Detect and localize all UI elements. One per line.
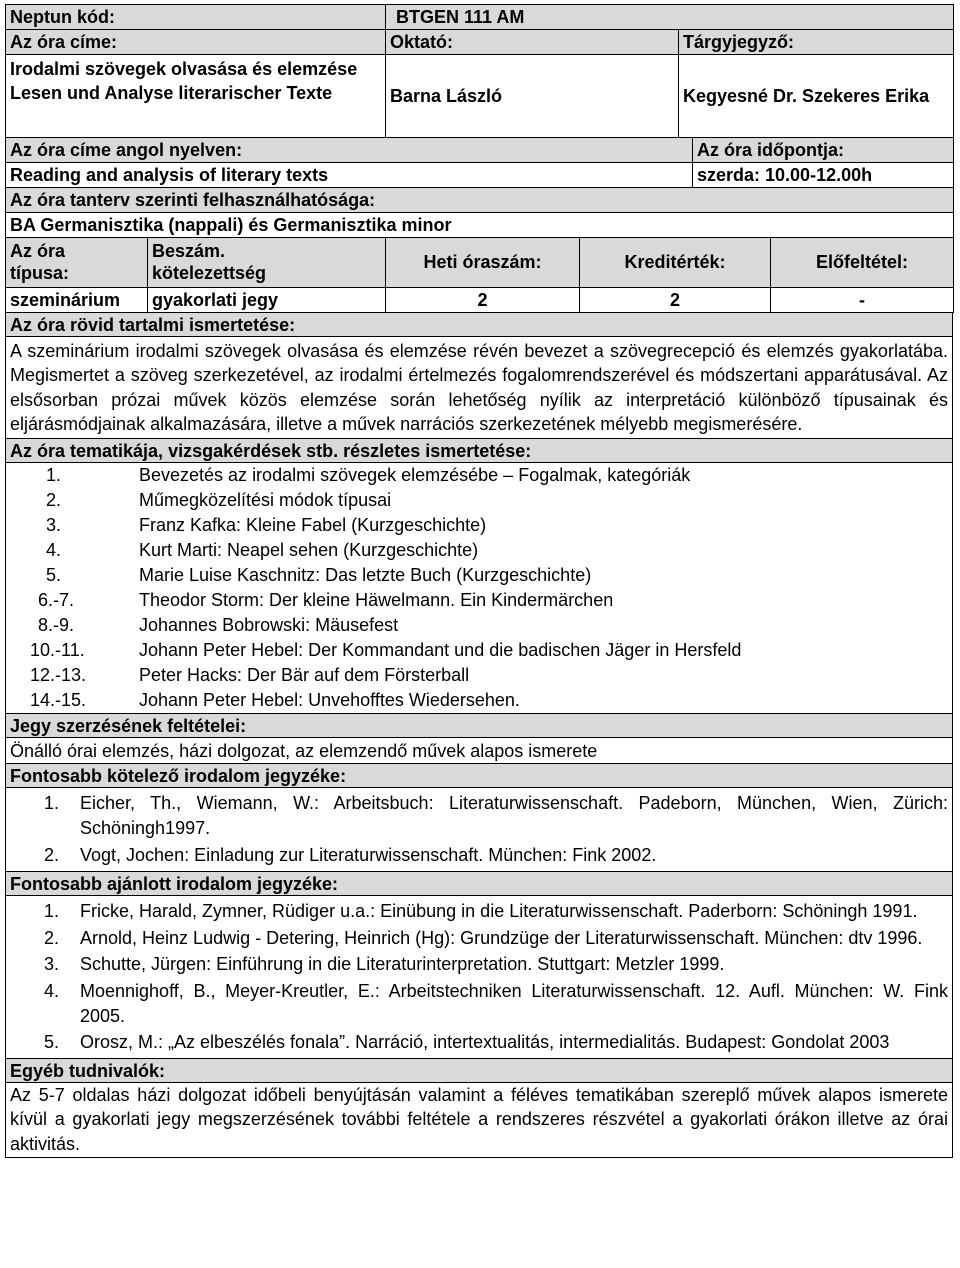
literature-number: 4. bbox=[44, 981, 60, 1002]
prerequisite-label: Előfeltétel: bbox=[771, 237, 954, 287]
literature-text: Arnold, Heinz Ludwig - Detering, Heinrich (Hg): Grundzüge der Literaturwissenschaft. München: dtv 1996. bbox=[80, 927, 923, 948]
neptun-label: Neptun kód: bbox=[6, 5, 386, 30]
recommended-lit-label: Fontosabb ajánlott irodalom jegyzéke: bbox=[5, 872, 953, 896]
literature-item bbox=[10, 791, 948, 840]
topic-item bbox=[30, 688, 952, 713]
neptun-code: BTGEN 111 AM bbox=[386, 5, 954, 30]
topic-text: Bevezetés az irodalmi szövegek elemzésébe – Fogalmak, kategóriák bbox=[139, 464, 691, 485]
topic-number: 12.-13. bbox=[30, 664, 87, 685]
usability-label: Az óra tanterv szerinti felhasználhatósága: bbox=[6, 188, 954, 213]
literature-text: Moennighoff, B., Meyer-Kreutler, E.: Arbeitstechniken Literaturwissenschaft. 12. Aufl. München: W. Fink 2005. bbox=[80, 981, 948, 1026]
literature-number: 3. bbox=[44, 954, 60, 975]
course-title-german: Lesen und Analyse literarischer Texte bbox=[10, 83, 333, 103]
recorder-name: Kegyesné Dr. Szekeres Erika bbox=[679, 55, 954, 138]
topic-text: Johann Peter Hebel: Unvehofftes Wiedersehen. bbox=[139, 689, 520, 710]
english-title-label: Az óra címe angol nyelven: bbox=[6, 138, 693, 163]
literature-text: Fricke, Harald, Zymner, Rüdiger u.a.: Einübung in die Literaturwissenschaft. Paderborn: Schöningh 1991. bbox=[80, 901, 918, 922]
topic-number: 8.-9. bbox=[38, 614, 75, 635]
literature-item bbox=[10, 979, 948, 1028]
summary-label: Az óra rövid tartalmi ismertetése: bbox=[5, 313, 953, 337]
literature-number: 1. bbox=[44, 793, 60, 814]
topic-text: Műmegközelítési módok típusai bbox=[139, 489, 392, 510]
course-title-hungarian: Irodalmi szövegek olvasása és elemzése bbox=[10, 59, 358, 79]
course-type-table bbox=[5, 237, 954, 313]
grade-label: Jegy szerzésének feltételei: bbox=[5, 714, 953, 738]
literature-item bbox=[10, 843, 948, 868]
topic-number: 5. bbox=[46, 564, 62, 585]
topic-item bbox=[30, 663, 952, 688]
topic-number: 2. bbox=[46, 489, 62, 510]
prerequisite-value: - bbox=[771, 287, 954, 312]
topics-label: Az óra tematikája, vizsgakérdések stb. részletes ismertetése: bbox=[5, 439, 953, 463]
recorder-label: Tárgyjegyző: bbox=[679, 30, 954, 55]
other-info-text: Az 5-7 oldalas házi dolgozat időbeli benyújtásán valamint a féléves tematikában szereplő művek alapos ismerete kívül a gyakorlati jegy megszerzésének további feltétele a rendszeres részvétel a gyakorlati órákon illetve az órai aktivitás. bbox=[5, 1083, 953, 1158]
course-title-value bbox=[6, 55, 386, 138]
summary-text: A szeminárium irodalmi szövegek olvasása és elemzése révén bevezet a szövegrecepció és elemzés gyakorlatába. Megismertet a szöveg szerkezetével, az irodalmi értelmezés fogalomrendszerével és módszertani apparátusával. Az elsősorban prózai művek közös elemzése során lehetőség nyílik az interpretáció különböző típusainak és eljárásmódjainak alkalmazására, illetve a művek narrációs szerkezetének mélyebb megismerésére. bbox=[5, 337, 953, 439]
topic-text: Peter Hacks: Der Bär auf dem Försterball bbox=[139, 664, 470, 685]
requirement-value: gyakorlati jegy bbox=[148, 287, 386, 312]
requirement-label: Beszám. kötelezettség bbox=[148, 237, 386, 287]
topics-list bbox=[5, 463, 953, 714]
credit-value: 2 bbox=[580, 287, 771, 312]
literature-text: Schutte, Jürgen: Einführung in die Literaturinterpretation. Stuttgart: Metzler 1999. bbox=[80, 954, 725, 975]
english-title-value: Reading and analysis of literary texts bbox=[6, 163, 693, 188]
type-value: szeminárium bbox=[6, 287, 148, 312]
literature-text: Vogt, Jochen: Einladung zur Literaturwissenschaft. München: Fink 2002. bbox=[80, 844, 657, 865]
topic-number: 14.-15. bbox=[30, 689, 87, 710]
literature-number: 2. bbox=[44, 927, 60, 948]
grade-text: Önálló órai elemzés, házi dolgozat, az elemzendő művek alapos ismerete bbox=[5, 738, 953, 765]
topic-text: Theodor Storm: Der kleine Häwelmann. Ein Kindermärchen bbox=[139, 589, 614, 610]
topic-number: 4. bbox=[46, 539, 62, 560]
literature-number: 5. bbox=[44, 1032, 60, 1053]
topic-item bbox=[30, 638, 952, 663]
literature-item bbox=[10, 1030, 948, 1055]
required-lit-list bbox=[5, 788, 953, 872]
literature-item bbox=[10, 926, 948, 951]
time-value: szerda: 10.00-12.00h bbox=[693, 163, 954, 188]
topic-number: 3. bbox=[46, 514, 62, 535]
topic-item bbox=[46, 538, 952, 563]
course-title-label: Az óra címe: bbox=[6, 30, 386, 55]
topic-number: 1. bbox=[46, 464, 62, 485]
usability-value: BA Germanisztika (nappali) és Germanisztika minor bbox=[6, 213, 954, 238]
topic-number: 6.-7. bbox=[38, 589, 75, 610]
type-label: Az óra típusa: bbox=[6, 237, 148, 287]
literature-text: Orosz, M.: „Az elbeszélés fonala”. Narráció, intertextualitás, intermedialitás. Budapest: Gondolat 2003 bbox=[80, 1032, 890, 1053]
topic-item bbox=[46, 463, 952, 488]
literature-text: Eicher, Th., Wiemann, W.: Arbeitsbuch: Literaturwissenschaft. Padeborn, München, Wien, Zürich: Schöningh1997. bbox=[80, 793, 948, 839]
credit-label: Kreditérték: bbox=[580, 237, 771, 287]
instructor-label: Oktató: bbox=[386, 30, 679, 55]
course-datasheet bbox=[5, 4, 953, 1158]
literature-number: 1. bbox=[44, 901, 60, 922]
topic-number: 10.-11. bbox=[30, 639, 85, 660]
topic-item bbox=[46, 488, 952, 513]
topic-item bbox=[46, 563, 952, 588]
instructor-name: Barna László bbox=[386, 55, 679, 138]
course-header-table bbox=[5, 4, 954, 238]
other-info-label: Egyéb tudnivalók: bbox=[5, 1059, 953, 1083]
topic-text: Franz Kafka: Kleine Fabel (Kurzgeschichte) bbox=[139, 514, 487, 535]
weekly-hours-value: 2 bbox=[386, 287, 580, 312]
literature-item bbox=[10, 952, 948, 977]
topic-item bbox=[38, 588, 952, 613]
topic-text: Marie Luise Kaschnitz: Das letzte Buch (Kurzgeschichte) bbox=[139, 564, 592, 585]
topic-item bbox=[46, 513, 952, 538]
topic-text: Johannes Bobrowski: Mäusefest bbox=[139, 614, 399, 635]
topic-item bbox=[38, 613, 952, 638]
topic-text: Johann Peter Hebel: Der Kommandant und die badischen Jäger in Hersfeld bbox=[139, 639, 742, 660]
weekly-hours-label: Heti óraszám: bbox=[386, 237, 580, 287]
time-label: Az óra időpontja: bbox=[693, 138, 954, 163]
required-lit-label: Fontosabb kötelező irodalom jegyzéke: bbox=[5, 764, 953, 788]
recommended-lit-list bbox=[5, 896, 953, 1059]
literature-number: 2. bbox=[44, 844, 60, 865]
literature-item bbox=[10, 899, 948, 924]
topic-text: Kurt Marti: Neapel sehen (Kurzgeschichte) bbox=[139, 539, 479, 560]
